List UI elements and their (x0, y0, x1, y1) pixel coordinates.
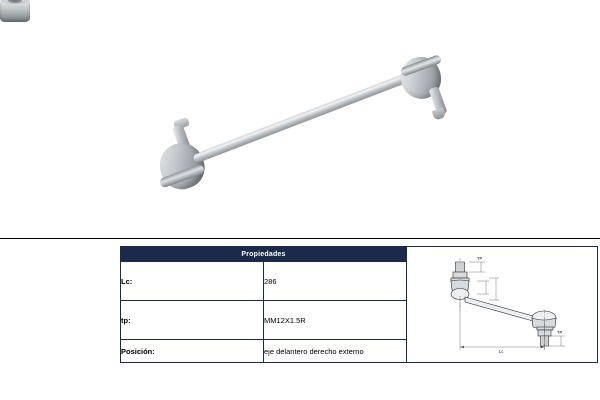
technical-drawing (407, 250, 595, 360)
row-value-tp: MM12X1.5R (264, 301, 407, 340)
row-label-tp: tp: (121, 301, 264, 340)
drawing-label-bottom-thread: TP (557, 329, 563, 335)
row-value-posicion: eje delantero derecho externo (264, 340, 407, 363)
section-divider (0, 238, 600, 239)
row-label-lc: Lc: (121, 262, 264, 301)
properties-header: Propiedades (121, 247, 407, 262)
drawing-label-top-thread: TP (477, 255, 483, 261)
row-label-posicion: Posición: (121, 340, 264, 363)
link-shaft (192, 66, 429, 164)
technical-drawing-cell (407, 247, 598, 363)
stabilizer-link-assembly (150, 55, 470, 185)
properties-table (120, 246, 598, 363)
row-value-lc: 286 (264, 262, 407, 301)
drawing-label-length: Lc (499, 348, 504, 354)
table-header-row (121, 247, 598, 262)
